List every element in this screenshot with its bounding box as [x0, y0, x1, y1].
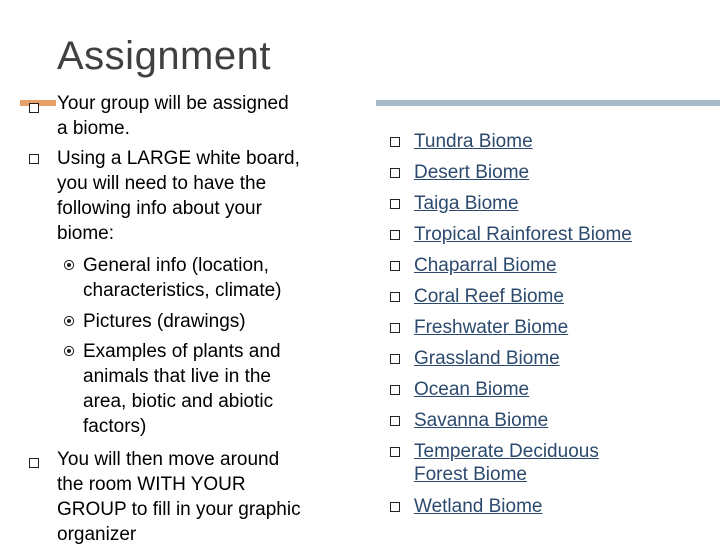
biome-link[interactable]: Desert Biome — [414, 162, 530, 183]
square-bullet-icon — [29, 458, 39, 468]
instruction-item: Using a LARGE white board, you will need to have the following info about your biome: — [57, 148, 300, 244]
biome-link[interactable]: Temperate Deciduous Forest Biome — [414, 441, 599, 485]
square-bullet-icon — [390, 354, 400, 364]
target-bullet-icon — [63, 259, 75, 271]
square-bullet-icon — [390, 502, 400, 512]
biome-link[interactable]: Ocean Biome — [414, 379, 530, 400]
square-bullet-icon — [390, 447, 400, 457]
biome-link[interactable]: Taiga Biome — [414, 193, 519, 214]
biome-link[interactable]: Chaparral Biome — [414, 255, 557, 276]
square-bullet-icon — [29, 154, 39, 164]
biome-link[interactable]: Wetland Biome — [414, 496, 543, 517]
requirement-item: Examples of plants and animals that live in the area, biotic and abiotic factors) — [83, 341, 281, 437]
biome-link[interactable]: Tundra Biome — [414, 131, 533, 152]
instruction-item: Your group will be assigned a biome. — [57, 93, 289, 139]
target-bullet-icon — [63, 345, 75, 357]
square-bullet-icon — [390, 416, 400, 426]
biome-link[interactable]: Freshwater Biome — [414, 317, 569, 338]
square-bullet-icon — [390, 292, 400, 302]
target-bullet-icon — [63, 315, 75, 327]
square-bullet-icon — [29, 103, 39, 113]
square-bullet-icon — [390, 385, 400, 395]
square-bullet-icon — [390, 261, 400, 271]
biome-link[interactable]: Coral Reef Biome — [414, 286, 564, 307]
square-bullet-icon — [390, 230, 400, 240]
square-bullet-icon — [390, 168, 400, 178]
biome-link[interactable]: Savanna Biome — [414, 410, 549, 431]
square-bullet-icon — [390, 199, 400, 209]
biome-link[interactable]: Tropical Rainforest Biome — [414, 224, 632, 245]
requirement-item: General info (location, characteristics, climate) — [83, 255, 282, 301]
biome-list — [376, 0, 720, 540]
instruction-item: You will then move around the room WITH YOUR GROUP to fill in your graphic organizer — [57, 449, 301, 545]
requirement-item: Pictures (drawings) — [83, 311, 246, 332]
square-bullet-icon — [390, 137, 400, 147]
square-bullet-icon — [390, 323, 400, 333]
biome-link[interactable]: Grassland Biome — [414, 348, 560, 369]
slide-title: Assignment — [57, 34, 271, 78]
